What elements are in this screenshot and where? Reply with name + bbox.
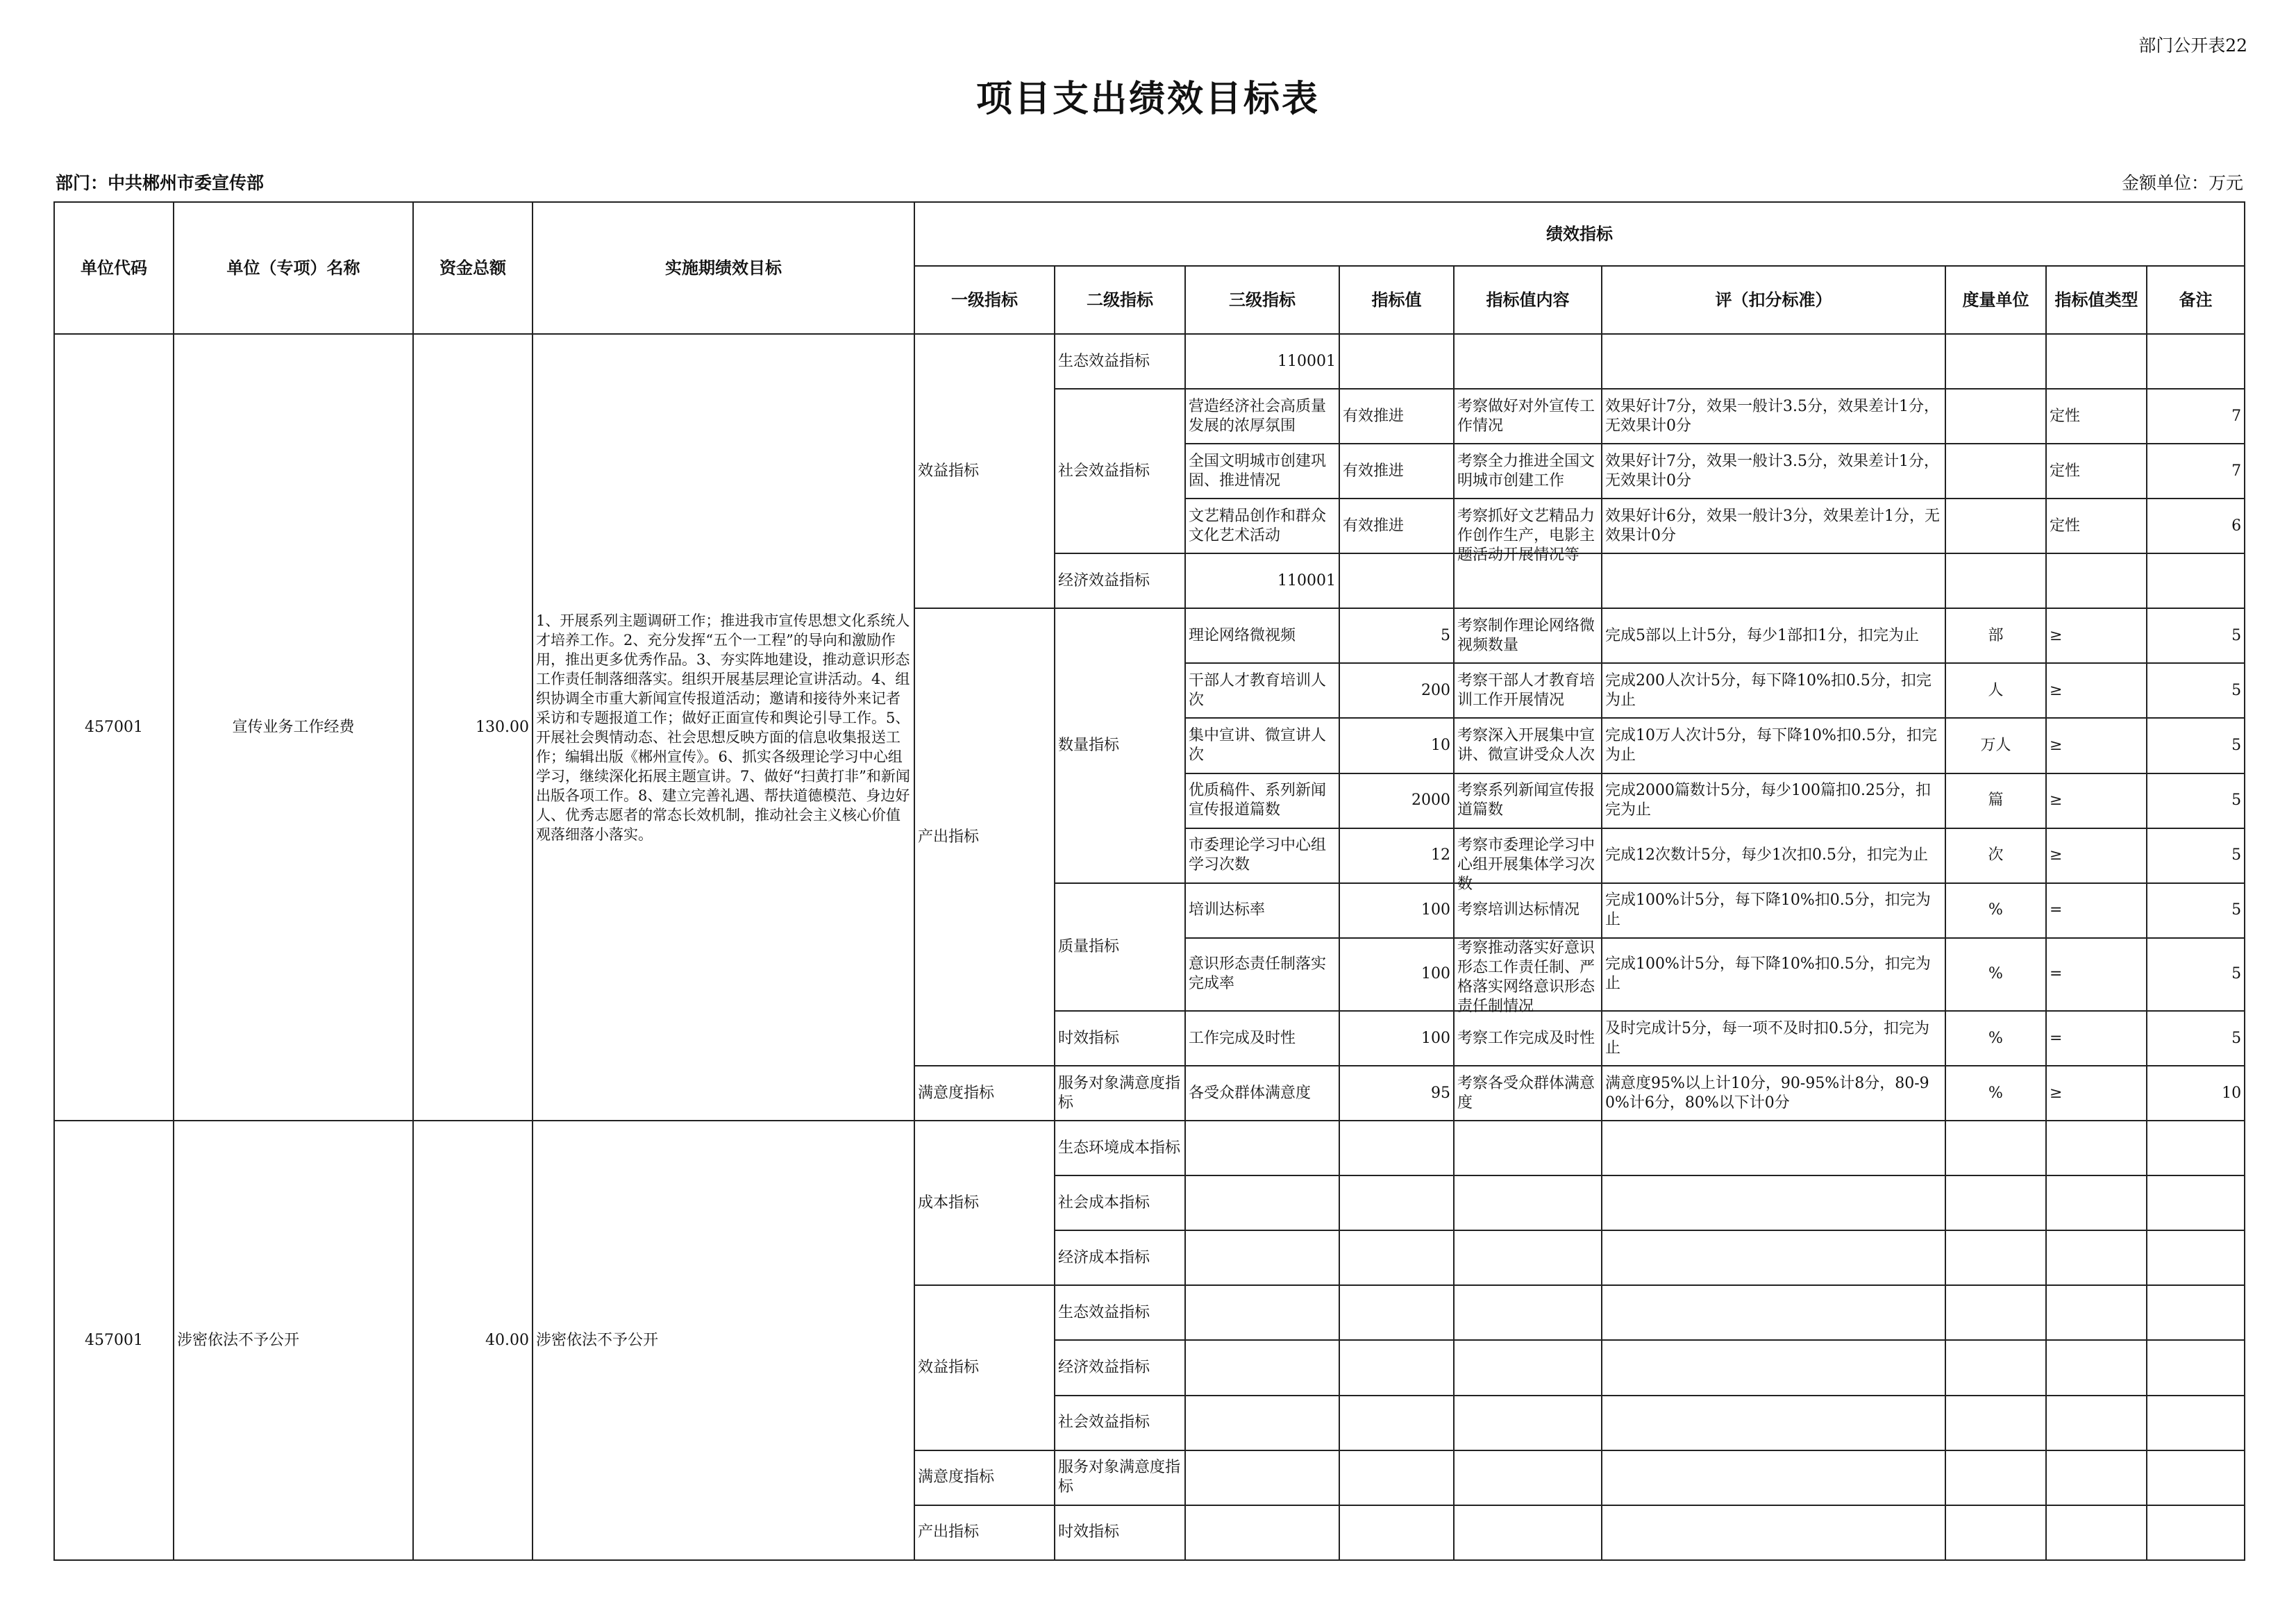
level2-cell: 服务对象满意度指标 — [1055, 1066, 1185, 1121]
level2-cell: 时效指标 — [1055, 1011, 1185, 1066]
level3-cell: 培训达标率 — [1185, 883, 1339, 938]
empty-cell — [2147, 553, 2245, 608]
empty-cell — [2147, 1230, 2245, 1285]
header-level1: 一级指标 — [914, 266, 1055, 334]
level3-cell: 营造经济社会高质量发展的浓厚氛围 — [1185, 389, 1339, 444]
measure-cell: % — [1945, 1066, 2046, 1121]
level2-cell: 社会成本指标 — [1055, 1175, 1185, 1230]
empty-cell — [1454, 1505, 1602, 1560]
header-note: 备注 — [2147, 266, 2245, 334]
level3-cell: 文艺精品创作和群众文化艺术活动 — [1185, 499, 1339, 553]
measure-cell — [1945, 499, 2046, 553]
empty-cell — [1945, 1230, 2046, 1285]
measure-cell — [1945, 389, 2046, 444]
vtype-cell: = — [2046, 938, 2147, 1011]
value-cell: 110001 — [1185, 334, 1339, 389]
project-goal: 1、开展系列主题调研工作；推进我市宣传思想文化系统人才培养工作。2、充分发挥“五个一工程”的导向和激励作用，推出更多优秀作品。3、夯实阵地建设，推动意识形态工作责任制落细落实。组织开展基层理论宣讲活动。4、组织协调全市重大新闻宣传报道活动；邀请和接待外来记者采访和专题报道工作；做好正面宣传和舆论引导工作。5、开展社会舆情动态、社会思想反映方面的信息收集报送工作；编辑出版《郴州宣传》。6、抓实各级理论学习中心组学习，继续深化拓展主题宣讲。7、做好“扫黄打非”和新闻出版各项工作。8、建立完善礼遇、帮扶道德模范、身边好人、优秀志愿者的常态长效机制，推动社会主义核心价值观落细落小落实。 — [533, 334, 914, 1121]
level1-cell: 满意度指标 — [914, 1066, 1055, 1121]
empty-cell — [1454, 1285, 1602, 1340]
value-cell: 100 — [1339, 1011, 1454, 1066]
scoring-cell: 完成2000篇数计5分，每少100篇扣0.25分，扣完为止 — [1602, 773, 1945, 828]
empty-cell — [1945, 1340, 2046, 1395]
scoring-cell: 完成10万人次计5分，每下降10%扣0.5分，扣完为止 — [1602, 718, 1945, 773]
header-measure-unit: 度量单位 — [1945, 266, 2046, 334]
value-cell: 有效推进 — [1339, 444, 1454, 499]
empty-cell — [1185, 1396, 1339, 1450]
empty-cell — [2046, 1230, 2147, 1285]
empty-cell — [2046, 1396, 2147, 1450]
project-goal: 涉密依法不予公开 — [533, 1121, 914, 1560]
empty-cell — [1454, 1121, 1602, 1175]
measure-cell — [1945, 444, 2046, 499]
value-cell: 有效推进 — [1339, 499, 1454, 553]
empty-cell — [2147, 1175, 2245, 1230]
vtype-cell: ≥ — [2046, 1066, 2147, 1121]
empty-cell — [1945, 1450, 2046, 1505]
empty-cell — [1945, 1121, 2046, 1175]
empty-cell — [2046, 1340, 2147, 1395]
note-cell: 6 — [2147, 499, 2245, 553]
empty-cell — [1454, 1340, 1602, 1395]
level1-cell: 产出指标 — [914, 608, 1055, 1066]
value-cell: 100 — [1339, 883, 1454, 938]
content-text: 考察抓好文艺精品力作创作生产，电影主题活动开展情况等 — [1457, 507, 1595, 564]
empty-cell — [2147, 334, 2245, 389]
empty-cell — [2046, 334, 2147, 389]
empty-cell — [2147, 1396, 2245, 1450]
vtype-cell: ≥ — [2046, 608, 2147, 663]
note-cell: 5 — [2147, 1011, 2245, 1066]
empty-cell — [1454, 1450, 1602, 1505]
header-goal: 实施期绩效目标 — [533, 202, 914, 334]
value-cell: 有效推进 — [1339, 389, 1454, 444]
project-amount: 40.00 — [413, 1121, 533, 1560]
level2-cell: 社会效益指标 — [1055, 1396, 1185, 1450]
content-cell — [1454, 828, 1602, 894]
form-number: 部门公开表22 — [2138, 35, 2247, 56]
level2-cell: 生态效益指标 — [1055, 334, 1185, 389]
empty-cell — [1454, 1175, 1602, 1230]
empty-cell — [2046, 553, 2147, 608]
empty-cell — [1945, 1285, 2046, 1340]
measure-cell: 部 — [1945, 608, 2046, 663]
scoring-cell: 完成5部以上计5分，每少1部扣1分，扣完为止 — [1602, 608, 1945, 663]
empty-cell — [2046, 1121, 2147, 1175]
vtype-cell: = — [2046, 883, 2147, 938]
empty-cell — [1339, 1285, 1454, 1340]
level1-cell: 效益指标 — [914, 1285, 1055, 1450]
measure-cell: 次 — [1945, 828, 2046, 883]
value-cell: 12 — [1339, 828, 1454, 883]
empty-cell — [1602, 1340, 1945, 1395]
measure-cell: 人 — [1945, 663, 2046, 718]
empty-cell — [1454, 334, 1602, 389]
scoring-cell: 效果好计6分，效果一般计3分，效果差计1分，无效果计0分 — [1602, 499, 1945, 553]
note-cell: 5 — [2147, 663, 2245, 718]
header-scoring: 评（扣分标准） — [1602, 266, 1945, 334]
measure-cell: % — [1945, 1011, 2046, 1066]
scoring-cell: 效果好计7分，效果一般计3.5分，效果差计1分，无效果计0分 — [1602, 444, 1945, 499]
content-cell: 考察深入开展集中宣讲、微宣讲受众人次 — [1454, 718, 1602, 773]
empty-cell — [1185, 1505, 1339, 1560]
empty-cell — [1454, 1396, 1602, 1450]
level1-cell: 满意度指标 — [914, 1450, 1055, 1505]
content-cell: 考察全力推进全国文明城市创建工作 — [1454, 444, 1602, 499]
note-cell: 5 — [2147, 718, 2245, 773]
amount-unit-label: 金额单位：万元 — [2121, 173, 2243, 193]
empty-cell — [2147, 1505, 2245, 1560]
project-amount: 130.00 — [413, 334, 533, 1121]
empty-cell — [2147, 1121, 2245, 1175]
value-cell: 95 — [1339, 1066, 1454, 1121]
level2-cell: 社会效益指标 — [1055, 389, 1185, 553]
empty-cell — [1945, 553, 2046, 608]
scoring-cell: 完成200人次计5分，每下降10%扣0.5分，扣完为止 — [1602, 663, 1945, 718]
content-text: 考察推动落实好意识形态工作责任制、严格落实网络意识形态责任制情况 — [1457, 939, 1595, 1016]
header-perf-indicators: 绩效指标 — [914, 202, 2245, 266]
level2-cell: 生态环境成本指标 — [1055, 1121, 1185, 1175]
empty-cell — [1602, 1396, 1945, 1450]
content-cell: 考察各受众群体满意度 — [1454, 1066, 1602, 1121]
vtype-cell: 定性 — [2046, 499, 2147, 553]
level2-cell: 质量指标 — [1055, 883, 1185, 1011]
scoring-cell: 完成100%计5分，每下降10%扣0.5分，扣完为止 — [1602, 883, 1945, 938]
level2-cell: 时效指标 — [1055, 1505, 1185, 1560]
level3-cell: 优质稿件、系列新闻宣传报道篇数 — [1185, 773, 1339, 828]
level3-cell: 理论网络微视频 — [1185, 608, 1339, 663]
department-label: 部门：中共郴州市委宣传部 — [56, 173, 265, 193]
level3-cell: 意识形态责任制落实完成率 — [1185, 938, 1339, 1011]
vtype-cell: ≥ — [2046, 773, 2147, 828]
level3-cell: 工作完成及时性 — [1185, 1011, 1339, 1066]
empty-cell — [1185, 1230, 1339, 1285]
level1-cell: 成本指标 — [914, 1121, 1055, 1285]
header-total-funds: 资金总额 — [413, 202, 533, 334]
value-cell: 5 — [1339, 608, 1454, 663]
header-value-content: 指标值内容 — [1454, 266, 1602, 334]
empty-cell — [1339, 1396, 1454, 1450]
header-unit-code: 单位代码 — [54, 202, 174, 334]
note-cell: 5 — [2147, 883, 2245, 938]
empty-cell — [1185, 1285, 1339, 1340]
empty-cell — [2046, 1505, 2147, 1560]
empty-cell — [1602, 1121, 1945, 1175]
empty-cell — [2046, 1175, 2147, 1230]
measure-cell: 万人 — [1945, 718, 2046, 773]
content-cell: 考察做好对外宣传工作情况 — [1454, 389, 1602, 444]
note-cell: 7 — [2147, 444, 2245, 499]
empty-cell — [2147, 1450, 2245, 1505]
content-cell: 考察培训达标情况 — [1454, 883, 1602, 938]
level2-cell: 生态效益指标 — [1055, 1285, 1185, 1340]
empty-cell — [1945, 1505, 2046, 1560]
level3-cell: 集中宣讲、微宣讲人次 — [1185, 718, 1339, 773]
level3-cell: 各受众群体满意度 — [1185, 1066, 1339, 1121]
empty-cell — [1602, 1450, 1945, 1505]
empty-cell — [1339, 553, 1454, 608]
empty-cell — [1602, 334, 1945, 389]
empty-cell — [1602, 1175, 1945, 1230]
empty-cell — [1185, 1175, 1339, 1230]
empty-cell — [1185, 1450, 1339, 1505]
note-cell: 5 — [2147, 773, 2245, 828]
header-level2: 二级指标 — [1055, 266, 1185, 334]
empty-cell — [1945, 1396, 2046, 1450]
level3-cell: 全国文明城市创建巩固、推进情况 — [1185, 444, 1339, 499]
measure-cell: % — [1945, 883, 2046, 938]
header-unit-name: 单位（专项）名称 — [174, 202, 413, 334]
project-name: 涉密依法不予公开 — [174, 1121, 413, 1560]
vtype-cell: ≥ — [2046, 828, 2147, 883]
scoring-cell: 效果好计7分，效果一般计3.5分，效果差计1分，无效果计0分 — [1602, 389, 1945, 444]
value-cell: 2000 — [1339, 773, 1454, 828]
content-cell — [1454, 499, 1602, 564]
empty-cell — [2147, 1340, 2245, 1395]
empty-cell — [1339, 1340, 1454, 1395]
empty-cell — [2046, 1450, 2147, 1505]
value-cell: 110001 — [1185, 553, 1339, 608]
note-cell: 10 — [2147, 1066, 2245, 1121]
level1-cell: 效益指标 — [914, 334, 1055, 608]
empty-cell — [2046, 1285, 2147, 1340]
scoring-cell: 完成100%计5分，每下降10%扣0.5分，扣完为止 — [1602, 938, 1945, 1011]
empty-cell — [1185, 1121, 1339, 1175]
note-cell: 7 — [2147, 389, 2245, 444]
content-cell: 考察工作完成及时性 — [1454, 1011, 1602, 1066]
level2-cell: 经济成本指标 — [1055, 1230, 1185, 1285]
header-value-type: 指标值类型 — [2046, 266, 2147, 334]
vtype-cell: ≥ — [2046, 663, 2147, 718]
empty-cell — [1945, 334, 2046, 389]
empty-cell — [1339, 334, 1454, 389]
project-code: 457001 — [54, 334, 174, 1121]
empty-cell — [1602, 1505, 1945, 1560]
empty-cell — [1454, 1230, 1602, 1285]
value-cell: 100 — [1339, 938, 1454, 1011]
level3-cell: 干部人才教育培训人次 — [1185, 663, 1339, 718]
measure-cell: % — [1945, 938, 2046, 1011]
scoring-cell: 完成12次数计5分，每少1次扣0.5分，扣完为止 — [1602, 828, 1945, 883]
note-cell: 5 — [2147, 938, 2245, 1011]
empty-cell — [1185, 1340, 1339, 1395]
header-value: 指标值 — [1339, 266, 1454, 334]
empty-cell — [1339, 1450, 1454, 1505]
content-text: 考察市委理论学习中心组开展集体学习次数 — [1457, 837, 1595, 894]
value-cell: 10 — [1339, 718, 1454, 773]
project-code: 457001 — [54, 1121, 174, 1560]
empty-cell — [1602, 1285, 1945, 1340]
empty-cell — [1339, 1505, 1454, 1560]
page-title: 项目支出绩效目标表 — [975, 78, 1320, 120]
measure-cell: 篇 — [1945, 773, 2046, 828]
scoring-cell: 及时完成计5分，每一项不及时扣0.5分，扣完为止 — [1602, 1011, 1945, 1066]
empty-cell — [1339, 1175, 1454, 1230]
content-cell: 考察干部人才教育培训工作开展情况 — [1454, 663, 1602, 718]
note-cell: 5 — [2147, 828, 2245, 883]
vtype-cell: 定性 — [2046, 389, 2147, 444]
vtype-cell: = — [2046, 1011, 2147, 1066]
level1-cell: 产出指标 — [914, 1505, 1055, 1560]
level3-cell: 市委理论学习中心组学习次数 — [1185, 828, 1339, 883]
empty-cell — [1945, 1175, 2046, 1230]
value-cell: 200 — [1339, 663, 1454, 718]
empty-cell — [1602, 553, 1945, 608]
level2-cell: 经济效益指标 — [1055, 553, 1185, 608]
header-level3: 三级指标 — [1185, 266, 1339, 334]
note-cell: 5 — [2147, 608, 2245, 663]
project-name: 宣传业务工作经费 — [174, 334, 413, 1121]
content-cell: 考察制作理论网络微视频数量 — [1454, 608, 1602, 663]
scoring-cell: 满意度95%以上计10分，90-95%计8分，80-90%计6分，80%以下计0分 — [1602, 1066, 1945, 1121]
empty-cell — [1339, 1121, 1454, 1175]
content-cell: 考察系列新闻宣传报道篇数 — [1454, 773, 1602, 828]
vtype-cell: 定性 — [2046, 444, 2147, 499]
vtype-cell: ≥ — [2046, 718, 2147, 773]
level2-cell: 服务对象满意度指标 — [1055, 1450, 1185, 1505]
empty-cell — [1339, 1230, 1454, 1285]
performance-table — [53, 201, 2245, 1561]
content-cell — [1454, 938, 1602, 1016]
level2-cell: 数量指标 — [1055, 608, 1185, 882]
empty-cell — [2147, 1285, 2245, 1340]
empty-cell — [1602, 1230, 1945, 1285]
level2-cell: 经济效益指标 — [1055, 1340, 1185, 1395]
